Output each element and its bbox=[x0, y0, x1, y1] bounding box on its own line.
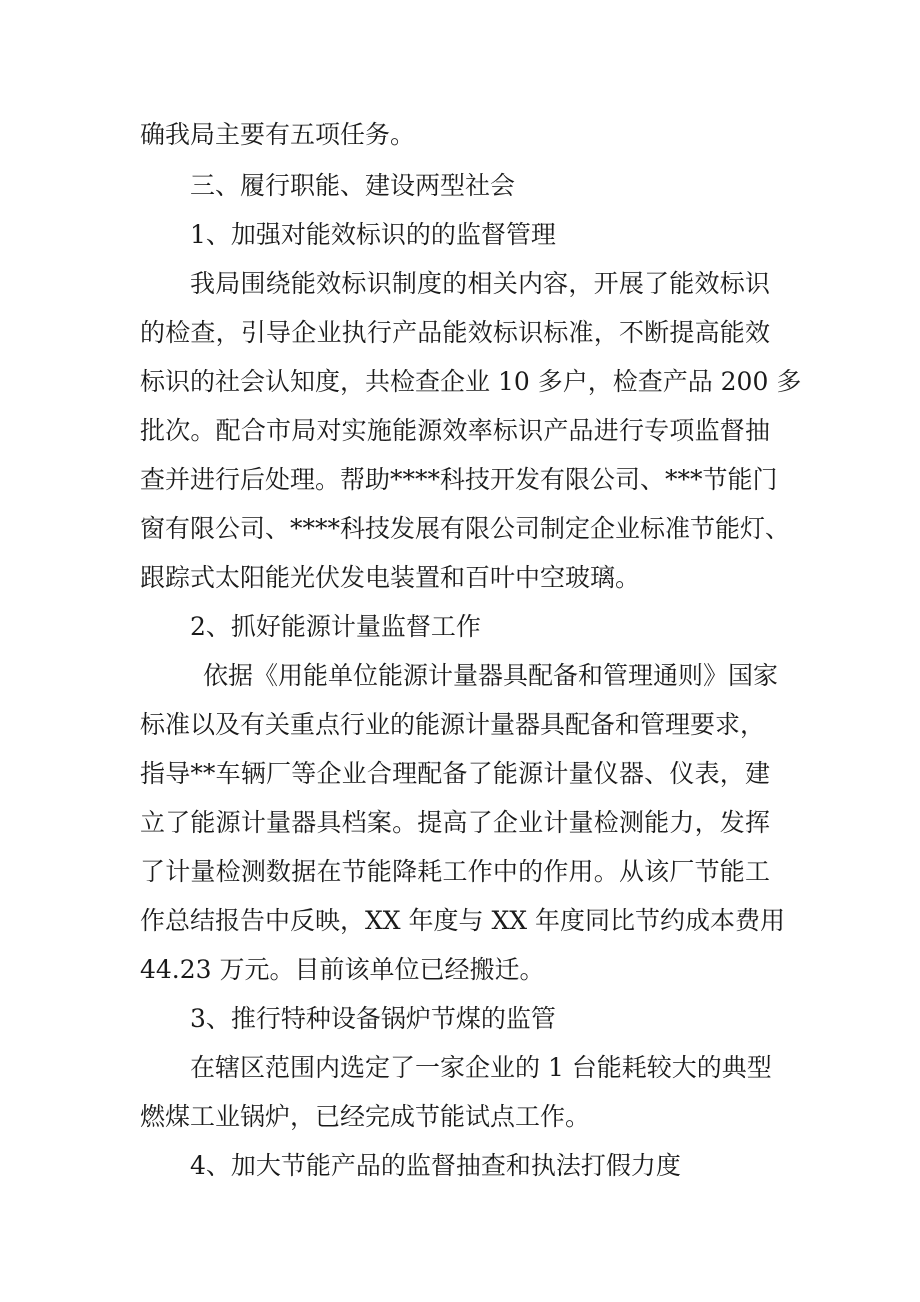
section-heading: 三、履行职能、建设两型社会 bbox=[190, 171, 516, 200]
subsection-heading: 4、加大节能产品的监督抽查和执法打假力度 bbox=[190, 1151, 681, 1180]
paragraph-line: 立了能源计量器具档案。提高了企业计量检测能力，发挥 bbox=[140, 808, 770, 837]
subsection-heading: 3、推行特种设备锅炉节煤的监管 bbox=[190, 1004, 556, 1033]
paragraph-line: 跟踪式太阳能光伏发电装置和百叶中空玻璃。 bbox=[140, 563, 641, 592]
paragraph-line: 作总结报告中反映，XX 年度与 XX 年度同比节约成本费用 bbox=[140, 906, 786, 935]
subsection-heading: 2、抓好能源计量监督工作 bbox=[190, 612, 481, 641]
paragraph-line: 在辖区范围内选定了一家企业的 1 台能耗较大的典型 bbox=[190, 1053, 772, 1082]
paragraph-line: 指导**车辆厂等企业合理配备了能源计量仪器、仪表，建 bbox=[140, 759, 770, 788]
paragraph-line: 查并进行后处理。帮助****科技开发有限公司、***节能门 bbox=[140, 465, 778, 494]
paragraph-line: 依据《用能单位能源计量器具配备和管理通则》国家 bbox=[203, 661, 779, 690]
subsection-heading: 1、加强对能效标识的的监督管理 bbox=[190, 220, 556, 249]
paragraph-line: 批次。配合市局对实施能源效率标识产品进行专项监督抽 bbox=[140, 416, 770, 445]
paragraph-line: 我局围绕能效标识制度的相关内容，开展了能效标识 bbox=[190, 269, 770, 298]
paragraph-line: 了计量检测数据在节能降耗工作中的作用。从该厂节能工 bbox=[140, 857, 770, 886]
paragraph-line: 窗有限公司、****科技发展有限公司制定企业标准节能灯、 bbox=[140, 514, 791, 543]
paragraph-line: 确我局主要有五项任务。 bbox=[140, 120, 416, 149]
paragraph-line: 的检查，引导企业执行产品能效标识标准，不断提高能效 bbox=[140, 318, 770, 347]
paragraph-line: 44.23 万元。目前该单位已经搬迁。 bbox=[140, 955, 545, 984]
paragraph-line: 标准以及有关重点行业的能源计量器具配备和管理要求， bbox=[140, 710, 766, 739]
paragraph-line: 标识的社会认知度，共检查企业 10 多户，检查产品 200 多 bbox=[140, 367, 802, 396]
paragraph-line: 燃煤工业锅炉，已经完成节能试点工作。 bbox=[140, 1102, 591, 1131]
